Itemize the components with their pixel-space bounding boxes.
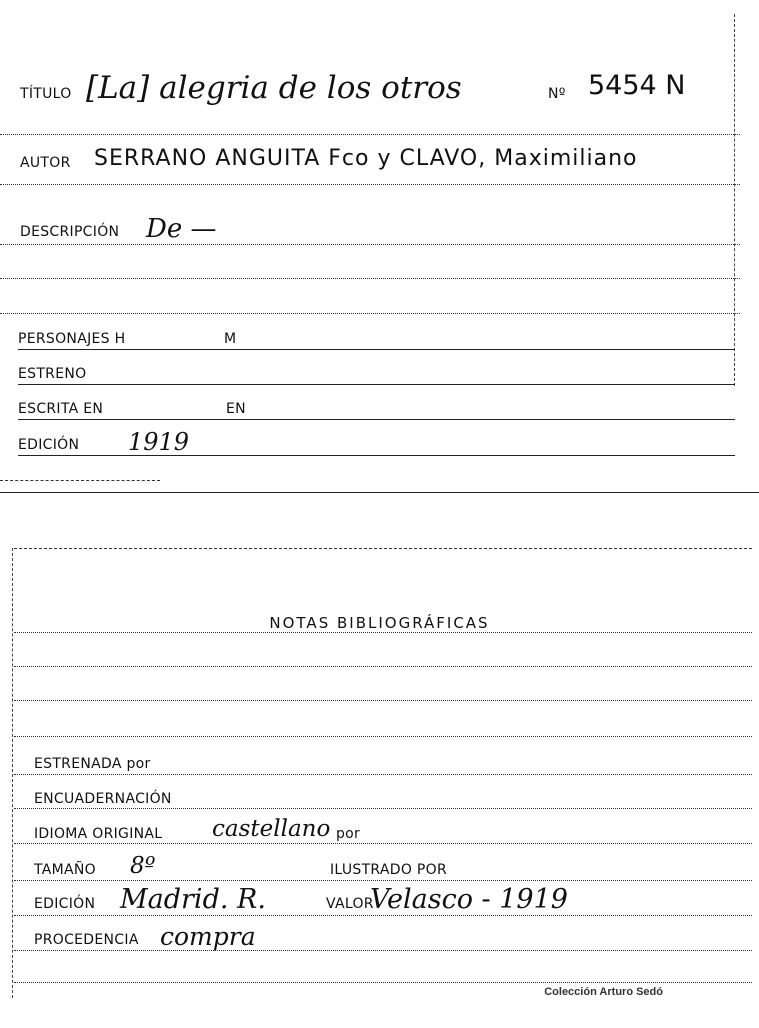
escrita-label: ESCRITA EN	[18, 401, 104, 417]
estrenada-rule	[14, 774, 752, 775]
notas-rule-2	[14, 666, 752, 667]
idioma-label: IDIOMA ORIGINAL	[34, 826, 163, 842]
notas-rule-4	[14, 736, 752, 737]
notas-rule-3	[14, 700, 752, 701]
escrita-en-label: EN	[226, 401, 246, 417]
autor-label: AUTOR	[20, 155, 71, 171]
card-top-edge	[14, 548, 752, 549]
numero-value: 5454 N	[588, 70, 686, 101]
procedencia-value: compra	[160, 922, 256, 951]
valor-value: Velasco - 1919	[370, 884, 568, 915]
descripcion-rule-3	[0, 313, 740, 314]
coleccion-footer: Colección Arturo Sedó	[544, 986, 663, 998]
descripcion-rule-2	[0, 278, 740, 279]
encuadernacion-label: ENCUADERNACIÓN	[34, 791, 172, 807]
notas-rule-1	[14, 632, 752, 633]
encuadernacion-rule	[14, 808, 752, 809]
catalog-card-top	[0, 0, 759, 492]
procedencia-label: PROCEDENCIA	[34, 932, 139, 948]
edicion-label-bottom: EDICIÓN	[34, 896, 96, 912]
estreno-label: ESTRENO	[18, 366, 87, 382]
card-separator	[0, 492, 759, 493]
escrita-rule	[18, 419, 735, 420]
tamano-label: TAMAÑO	[34, 862, 96, 878]
titulo-rule	[0, 134, 740, 135]
tamano-rule	[14, 880, 752, 881]
edicion-value-bottom: Madrid. R.	[120, 884, 266, 915]
tamano-value: 8º	[130, 853, 156, 879]
numero-label: Nº	[548, 86, 566, 102]
descripcion-label: DESCRIPCIÓN	[20, 224, 120, 240]
descripcion-rule-1	[0, 244, 740, 245]
estrenada-label: ESTRENADA por	[34, 756, 151, 772]
procedencia-rule	[14, 950, 752, 951]
edicion-rule-bottom	[14, 915, 752, 916]
card-bottom-rule	[14, 982, 752, 983]
notas-heading: NOTAS BIBLIOGRÁFICAS	[269, 614, 490, 632]
edicion-value: 1919	[128, 428, 190, 456]
autor-rule	[0, 184, 740, 185]
titulo-label: TÍTULO	[20, 86, 72, 102]
ilustrado-label: ILUSTRADO POR	[330, 862, 447, 878]
card-right-edge	[734, 14, 735, 386]
valor-label: VALOR	[326, 896, 374, 912]
idioma-por-label: por	[336, 826, 361, 842]
card-bottom-fragment	[0, 480, 160, 481]
personajes-m-label: M	[224, 331, 237, 347]
idioma-rule	[14, 843, 752, 844]
titulo-value: [La] alegria de los otros	[86, 70, 462, 106]
personajes-label: PERSONAJES H	[18, 331, 126, 347]
personajes-rule	[18, 349, 735, 350]
edicion-rule	[18, 455, 735, 456]
autor-value: SERRANO ANGUITA Fco y CLAVO, Maximiliano	[94, 146, 638, 171]
edicion-label: EDICIÓN	[18, 437, 80, 453]
catalog-card-bottom	[0, 540, 759, 1028]
descripcion-value: De —	[146, 214, 217, 244]
idioma-value: castellano	[212, 816, 331, 842]
estreno-rule	[18, 384, 735, 385]
